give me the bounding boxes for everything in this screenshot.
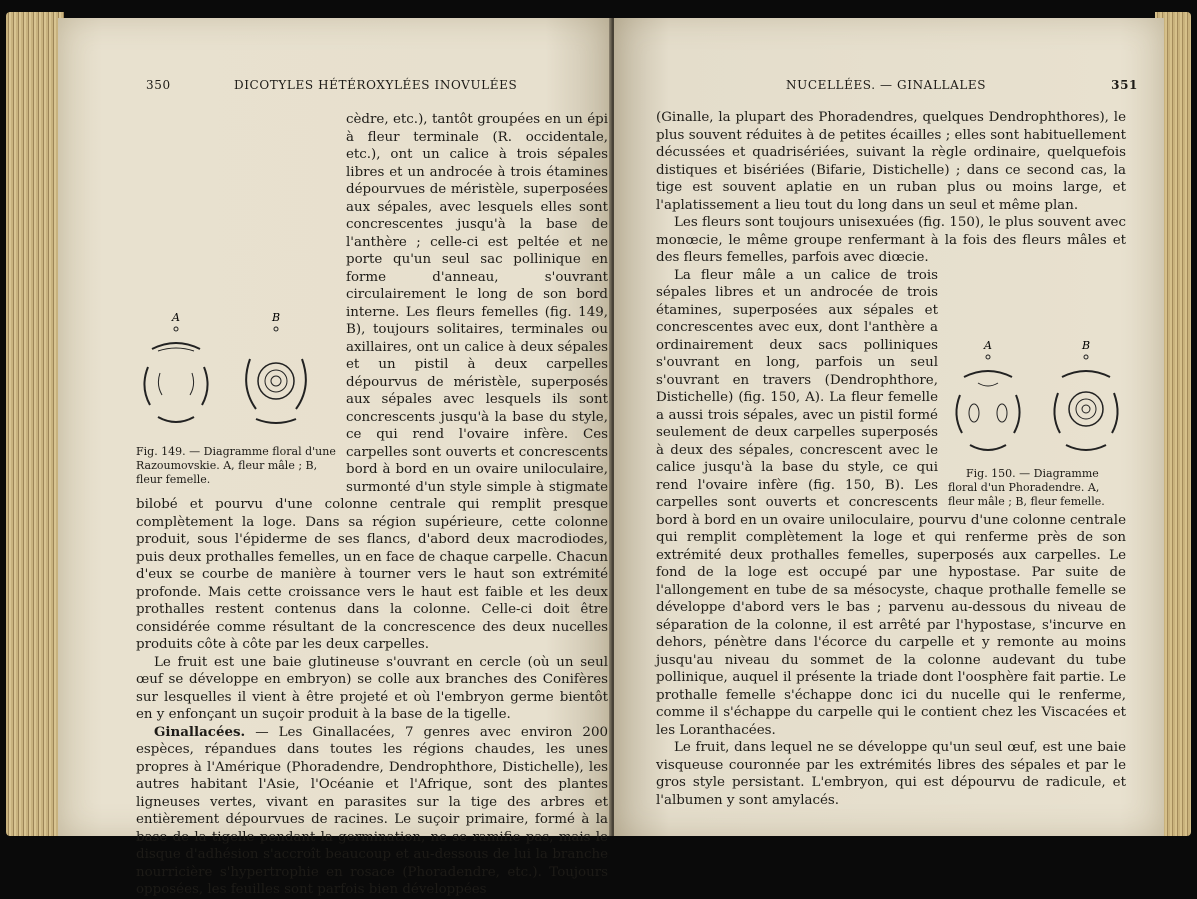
left-para-2: Le fruit est une baie glutineuse s'ouvrant en cercle (où un seul œuf se développe en embryon) se colle aux branches des Conifères sur lesquelles il vient à être projeté et où l'embryon germe bientôt en y enfonçant un suçoir produit à la base de la tigelle. bbox=[136, 654, 608, 722]
page-number-right: 351 bbox=[1111, 78, 1138, 92]
right-para-1: (Ginalle, la plupart des Phoradendres, quelques Dendrophthores), le plus souvent réduites à de petites écailles ; elles sont habituellement décussées et quadrisériées, suivant la règle ordinaire, quelquefois distiques et bisériées (Bifarie, Distichelle) ; dans ce second cas, la tige est souvent aplatie en un ruban plus ou moins large, et l'aplatissement a lieu tout du long dans un seul et même plan. bbox=[656, 110, 1126, 213]
fig150-label-a: A bbox=[984, 338, 992, 352]
fig149-label-b: B bbox=[272, 311, 281, 324]
floral-diagram-150 bbox=[948, 337, 1126, 463]
right-para-4: Le fruit, dans lequel ne se développe qu'un seul œuf, est une baie visqueuse couronnée par les extrémités libres des sépales et par le gros style persistant. L'embryon, qui est dépourvu de radicule, et l'albumen y sont amylacés. bbox=[656, 740, 1126, 808]
right-page-body bbox=[656, 109, 1126, 809]
fig149-caption: Fig. 149. — Diagramme floral d'une Razoumovskie. A, fleur mâle ; B, fleur femelle. bbox=[136, 445, 336, 486]
left-page-edges bbox=[6, 12, 64, 836]
right-para-3 bbox=[656, 267, 1126, 740]
running-head-left: DICOTYLES HÉTÉROXYLÉES INOVULÉES bbox=[234, 78, 518, 92]
left-page-body bbox=[136, 111, 608, 899]
left-page bbox=[58, 18, 612, 897]
fig150-caption: Fig. 150. — Diagramme floral d'un Phoradendre. A, fleur mâle ; B, fleur femelle. bbox=[948, 466, 1105, 508]
figure-150 bbox=[948, 337, 1126, 509]
right-para-3-text: La fleur mâle a un calice de trois sépales libres et un androcée de trois étamines, superposées aux sépales et concrescentes avec eux, dont l'anthère a ordinairement deux sacs polliniques s'ouvrant en long, parfois un seul s'ouvrant en travers (Dendrophthore, Distichelle) (fig. 150, A). La fleur femelle a aussi trois sépales, avec un pistil formé seulement de deux carpelles superposés à deux des sépales, concrescent avec le calice jusqu'à la base du style, ce qui rend l'ovaire infère (fig. 150, B). Les carpelles sont ouverts et concrescents bord à bord en un ovaire uniloculaire, pourvu d'une colonne centrale qui remplit complètement la loge et qui renferme près de son extrémité deux prothalles femelles, superposés aux carpelles. Le fond de la loge est occupé par une hypostase. Par suite de l'allongement en tube de sa mésocyste, chaque prothalle femelle se développe d'abord vers le bas ; parvenu au-dessous du niveau de séparation de la colonne, il est arrêté par l'hypostase, s'incurve en dehors, pénètre dans l'écorce du carpelle et y remonte au moins jusqu'au niveau du sommet de la colonne audevant du tube pollinique, auquel il présente la triade dont l'oosphère fait partie. Le prothalle femelle s'échappe donc ici du nucelle qui le renferme, comme il s'échappe du carpelle qui le contient chez les Viscacées et les Loranthacées. bbox=[656, 267, 1126, 738]
running-head-right: NUCELLÉES. — GINALLALES bbox=[786, 78, 987, 92]
open-book bbox=[6, 8, 1191, 897]
page-number-left: 350 bbox=[146, 78, 171, 92]
left-para-3-text: — Les Ginallacées, 7 genres avec environ 200 espèces, répandues dans toutes les régions chaudes, les unes propres à l'Amérique (Phoradendre, Dendrophthore, Distichelle), les autres habitant l'Asie, l'Océanie et l'Afrique, sont des plantes ligneuses vertes, vivant en parasites sur la tige des arbres et entièrement dépourvues de racines. Le suçoir primaire, formé à la base de la tigelle pendant la germination, ne se ramifie pas, mais le disque d'adhésion s'accroît beaucoup et au-dessous de lui la branche nourricière s'hypertrophie en rosace (Phoradendre, etc.). Toujours opposées, les feuilles sont parfois bien développées bbox=[136, 724, 608, 897]
fig149-label-a: A bbox=[172, 311, 180, 324]
fig150-label-b: B bbox=[1082, 338, 1091, 352]
left-para-3 bbox=[136, 724, 608, 899]
right-page bbox=[614, 18, 1164, 836]
figure-149 bbox=[136, 309, 336, 487]
left-para-1 bbox=[136, 111, 608, 654]
floral-diagram-149 bbox=[136, 309, 336, 441]
left-para-1-text: cèdre, etc.), tantôt groupées en un épi à fleur terminale (R. occidentale, etc.), ont un calice à trois sépales libres et un androcée à trois étamines dépourvues de méristèle, superposées aux sépales, avec lesquels elles sont concrescentes jusqu'à la base de l'anthère ; celle-ci est peltée et ne porte qu'un seul sac pollinique en forme d'anneau, s'ouvrant circulairement le long de son bord interne. Les fleurs femelles (fig. 149, B), toujours solitaires, terminales ou axillaires, ont un calice à deux sépales et un pistil à deux carpelles dépourvus de méristèle, superposés aux sépales avec lesquels ils sont concrescents jusqu'à la base du style, ce qui rend l'ovaire infère. Ces carpelles sont ouverts et concrescents bord à bord en un ovaire uniloculaire, surmonté d'un style simple à stigmate bilobé et pourvu d'une colonne centrale qui remplit presque complètement la loge. Dans sa région supérieure, cette colonne produit, sous l'épiderme de ses flancs, d'abord deux macrodiodes, puis deux prothalles femelles, un en face de chaque carpelle. Chacun d'eux se courbe de manière à tourner vers le haut son extrémité profonde. Mais cette croissance vers le haut est faible et les deux prothalles restent contenus dans la colonne. Celle-ci doit être considérée comme résultant de la concrescence des deux nucelles produits côte à côte par les deux carpelles. bbox=[136, 112, 608, 652]
right-para-2: Les fleurs sont toujours unisexuées (fig. 150), le plus souvent avec monœcie, le même groupe renfermant à la fois des fleurs mâles et des fleurs femelles, parfois avec diœcie. bbox=[656, 215, 1126, 265]
section-heading-ginallacees: Ginallacées. bbox=[154, 723, 246, 740]
